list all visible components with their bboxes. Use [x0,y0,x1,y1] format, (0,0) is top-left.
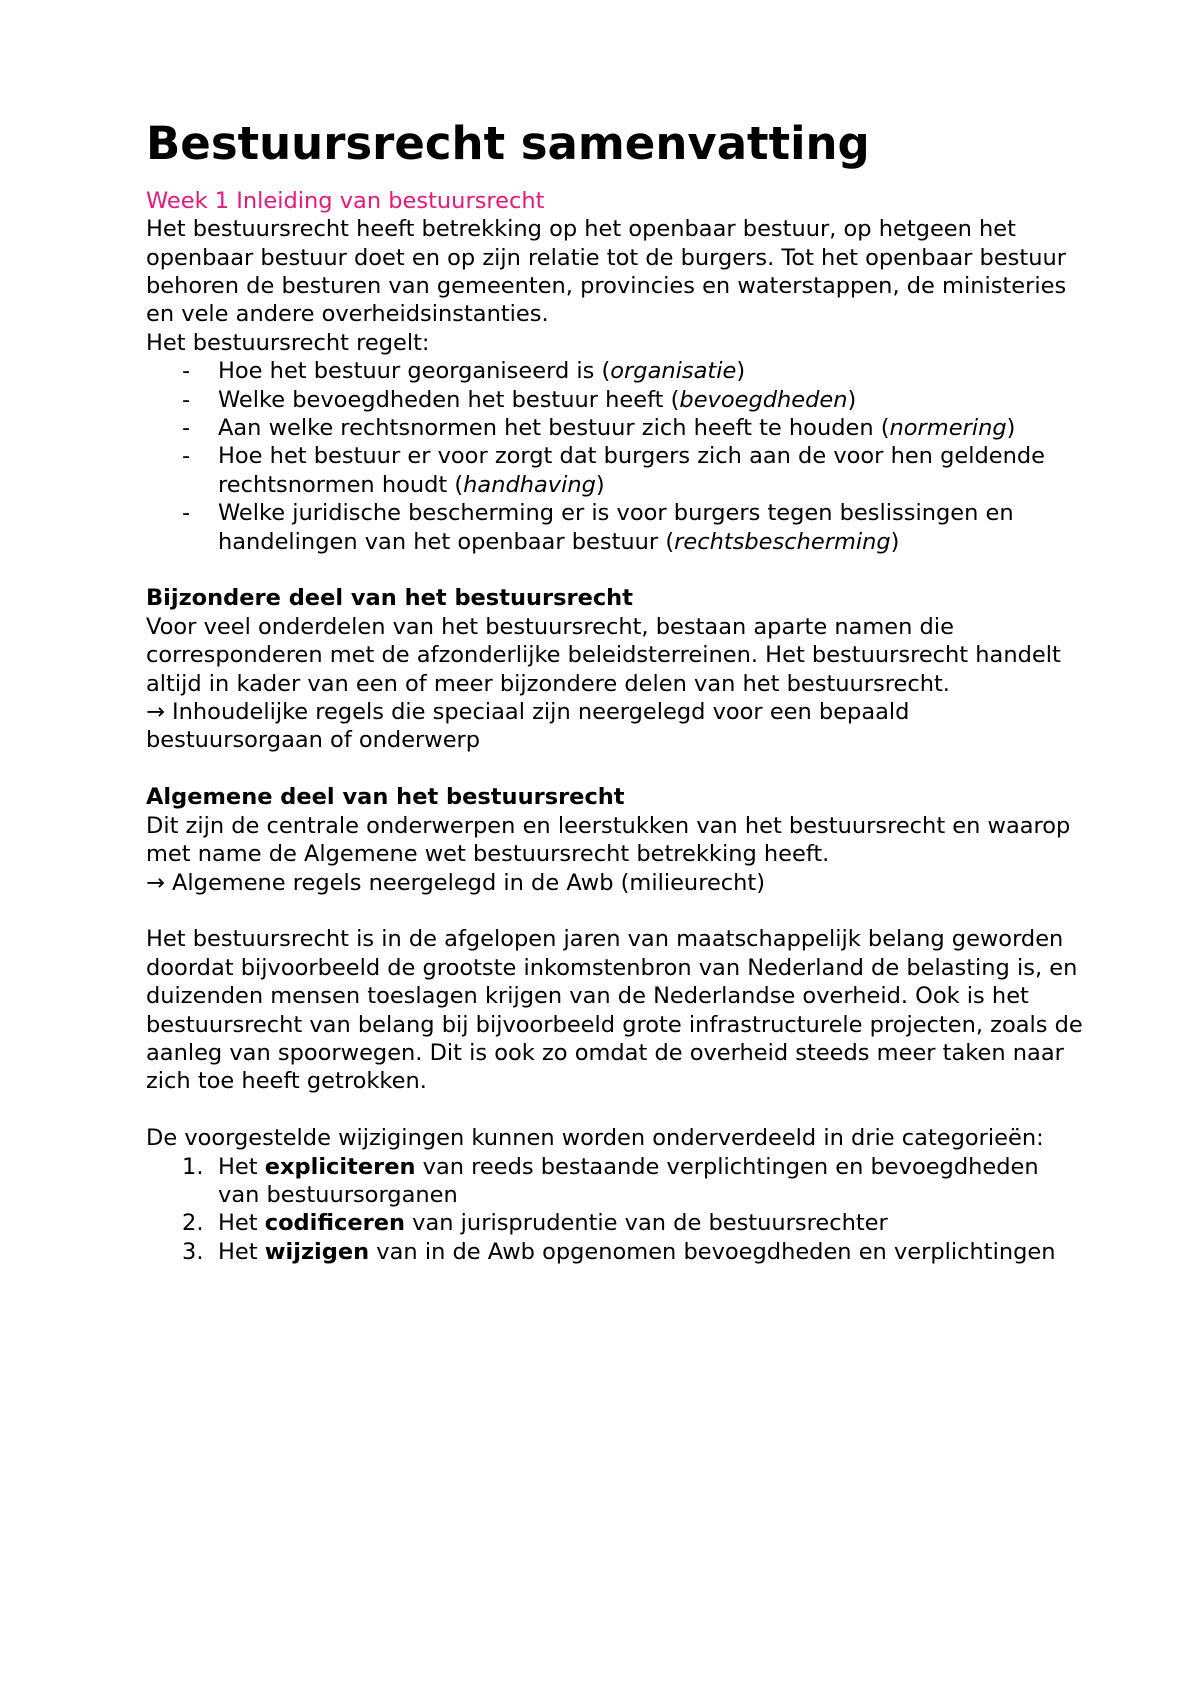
spacer [146,1096,1086,1124]
list-item-close: ) [736,358,746,385]
dash-marker: - [182,386,191,413]
list-item-after: van jurisprudentie van de bestuursrechter [405,1210,888,1237]
bijzondere-heading: Bijzondere deel van het bestuursrecht [146,585,633,612]
spacer [146,556,1086,584]
list-item [146,414,1086,442]
spacer [146,897,1086,925]
intro-paragraph: Het bestuursrecht heeft betrekking op het openbaar bestuur, op hetgeen het openbaar bestuur doet en op zijn relatie tot de burgers. Tot het openbaar bestuur behoren de besturen van gemeenten, provincies en waterstappen, de ministeries en vele andere overheidsinstanties. [146,216,1067,328]
list-item [146,1209,1086,1237]
list-item-close: ) [595,471,605,498]
list-item-before: Het [218,1153,265,1180]
list-item-after: van reeds bestaande verplichtingen en bevoegdheden van bestuursorganen [218,1153,1039,1208]
list-item-text: Aan welke rechtsnormen het bestuur zich heeft te houden ( [218,415,890,442]
list-item-close: ) [847,386,857,413]
algemene-arrow-text: Algemene regels neergelegd in de Awb (milieurecht) [172,869,766,896]
dash-marker: - [182,443,191,470]
list-item-term: bevoegdheden [679,386,848,413]
spacer [146,755,1086,783]
bijzondere-arrow-line [146,698,1086,755]
number-marker: 3. [182,1238,204,1265]
list-item [146,386,1086,414]
list-item-term: handhaving [463,471,596,498]
list-item [146,499,1086,556]
list-item-text: Hoe het bestuur er voor zorgt dat burgers zich aan de voor hen geldende rechtsnormen houdt ( [218,443,1045,498]
number-marker: 1. [182,1153,204,1180]
list-item [146,1153,1086,1210]
list-item-bold: codificeren [264,1210,406,1237]
regelt-label: Het bestuursrecht regelt: [146,329,430,356]
list-item-close: ) [890,528,900,555]
bijzondere-paragraph: Voor veel onderdelen van het bestuursrecht, bestaan aparte namen die corresponderen met de afzonderlijke beleidsterreinen. Het bestuursrecht handelt altijd in kader van een of meer bijzondere delen van het bestuursrecht. [146,613,1061,697]
list-item-before: Het [218,1238,265,1265]
bijzondere-arrow-text: Inhoudelijke regels die speciaal zijn neergelegd voor een bepaald bestuursorgaan of onderwerp [146,699,910,754]
regelt-list [146,357,1086,556]
list-item-text: Welke bevoegdheden het bestuur heeft ( [218,386,680,413]
list-item-term: normering [889,415,1007,442]
document-page [146,117,1086,1266]
list-item-before: Het [218,1210,265,1237]
list-item [146,1238,1086,1266]
arrow-right-icon: → [146,699,165,726]
list-item-close: ) [1006,415,1016,442]
list-item-after: van in de Awb opgenomen bevoegdheden en verplichtingen [369,1238,1056,1265]
list-item [146,442,1086,499]
algemene-heading: Algemene deel van het bestuursrecht [146,784,625,811]
list-item-bold: wijzigen [264,1238,370,1265]
week-heading: Week 1 Inleiding van bestuursrecht [146,187,545,214]
dash-marker: - [182,500,191,527]
belang-paragraph: Het bestuursrecht is in de afgelopen jaren van maatschappelijk belang geworden doordat bijvoorbeeld de grootste inkomstenbron van Nederland de belasting is, en duizenden mensen toeslagen krijgen van de Nederlandse overheid. Ook is het bestuursrecht van belang bij bijvoorbeeld grote infrastructurele projecten, zoals de aanleg van spoorwegen. Dit is ook zo omdat de overheid steeds meer taken naar zich toe heeft getrokken. [146,926,1083,1095]
dash-marker: - [182,415,191,442]
arrow-right-icon: → [146,869,165,896]
wijzigingen-list [146,1153,1086,1267]
list-item-text: Hoe het bestuur georganiseerd is ( [218,358,611,385]
list-item-term: organisatie [610,358,737,385]
list-item [146,357,1086,385]
list-item-bold: expliciteren [264,1153,416,1180]
list-item-text: Welke juridische bescherming er is voor burgers tegen beslissingen en handelingen van het openbaar bestuur ( [218,500,1014,555]
algemene-paragraph: Dit zijn de centrale onderwerpen en leerstukken van het bestuursrecht en waarop met name de Algemene wet bestuursrecht betrekking heeft. [146,812,1071,868]
algemene-arrow-line [146,869,1086,897]
wijzigingen-intro: De voorgestelde wijzigingen kunnen worden onderverdeeld in drie categorieën: [146,1125,1044,1152]
document-title: Bestuursrecht samenvatting [146,117,870,170]
dash-marker: - [182,358,191,385]
list-item-term: rechtsbescherming [674,528,891,555]
number-marker: 2. [182,1210,204,1237]
